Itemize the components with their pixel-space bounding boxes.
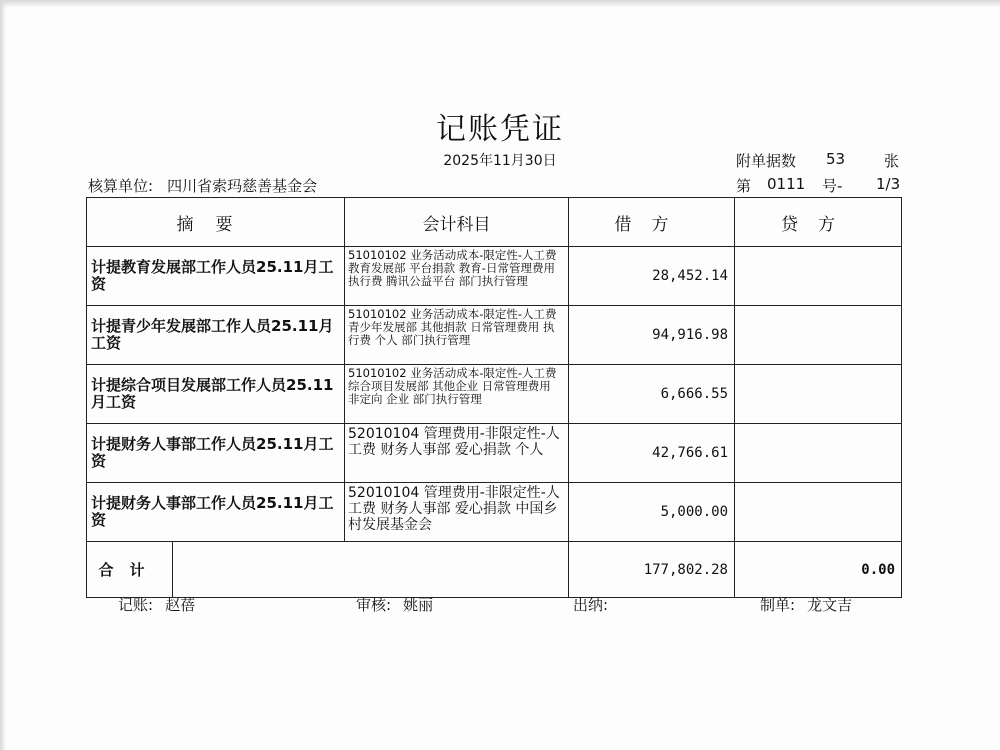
row-credit: [735, 365, 902, 424]
row-account: 52010104 管理费用-非限定性-人工费 财务人事部 爱心捐款 中国乡村发展基金会: [345, 483, 569, 542]
bookkeeper-name: 赵蓓: [165, 596, 196, 614]
row-credit: [735, 306, 902, 365]
row-summary: 计提教育发展部工作人员25.11月工资: [87, 247, 345, 306]
row-summary: 计提综合项目发展部工作人员25.11月工资: [87, 365, 345, 424]
attachments-label: 附单据数: [736, 152, 797, 170]
voucher-title: 记账凭证: [436, 112, 564, 147]
row-credit: [735, 483, 902, 542]
row-debit: 94,916.98: [569, 306, 735, 365]
row-credit: [735, 247, 902, 306]
header-credit: 贷方: [735, 198, 902, 247]
row-account: 51010102 业务活动成本-限定性-人工费 教育发展部 平台捐款 教育-日常管理费用 执行费 腾讯公益平台 部门执行管理: [345, 247, 569, 306]
header-debit: 借方: [569, 198, 735, 247]
attachments-unit: 张: [884, 152, 900, 170]
voucher-no-value: 0111: [767, 175, 806, 193]
voucher-page: 1/3: [876, 175, 901, 193]
row-debit: 5,000.00: [569, 483, 735, 542]
attachments-count-group: [736, 150, 900, 171]
row-debit: 28,452.14: [569, 247, 735, 306]
table-row: [87, 424, 902, 483]
row-credit: [735, 424, 902, 483]
voucher-table: [86, 197, 902, 598]
table-row: [87, 483, 902, 542]
auditor-name: 姚丽: [403, 596, 434, 614]
table-row: [87, 365, 902, 424]
table-row: [87, 306, 902, 365]
voucher-no-suffix: 号-: [822, 177, 843, 195]
row-account: 51010102 业务活动成本-限定性-人工费 综合项目发展部 其他企业 日常管理费用 非定向 企业 部门执行管理: [345, 365, 569, 424]
row-debit: 42,766.61: [569, 424, 735, 483]
org-name: 四川省索玛慈善基金会: [167, 177, 318, 195]
header-account: 会计科目: [345, 198, 569, 247]
row-summary: 计提财务人事部工作人员25.11月工资: [87, 424, 345, 483]
row-account: 51010102 业务活动成本-限定性-人工费 青少年发展部 其他捐款 日常管理费用 执行费 个人 部门执行管理: [345, 306, 569, 365]
table-header-row: [87, 198, 902, 247]
preparer-name: 龙文吉: [807, 596, 853, 614]
cashier-label: 出纳:: [573, 596, 609, 614]
cashier-signature: [573, 594, 620, 615]
org-label: 核算单位:: [88, 177, 154, 195]
bookkeeper-label: 记账:: [118, 596, 154, 614]
table-row: [87, 247, 902, 306]
accounting-unit: [88, 175, 317, 196]
row-account: 52010104 管理费用-非限定性-人工费 财务人事部 爱心捐款 个人: [345, 424, 569, 483]
total-label: 合计: [87, 542, 173, 598]
total-middle: [173, 542, 569, 598]
row-debit: 6,666.55: [569, 365, 735, 424]
row-summary: 计提青少年发展部工作人员25.11月工资: [87, 306, 345, 365]
total-credit: 0.00: [735, 542, 902, 598]
total-row: [87, 542, 902, 598]
auditor-label: 审核:: [356, 596, 392, 614]
preparer-signature: [760, 594, 852, 615]
header-summary: 摘要: [87, 198, 345, 247]
preparer-label: 制单:: [760, 596, 796, 614]
total-debit: 177,802.28: [569, 542, 735, 598]
row-summary: 计提财务人事部工作人员25.11月工资: [87, 483, 345, 542]
voucher-date: 2025年11月30日: [443, 153, 557, 169]
auditor-signature: [356, 594, 433, 615]
voucher-no-prefix: 第: [736, 177, 752, 195]
attachments-count: 53: [826, 150, 846, 168]
bookkeeper-signature: [118, 594, 195, 615]
scan-edge-top: [0, 0, 1000, 8]
